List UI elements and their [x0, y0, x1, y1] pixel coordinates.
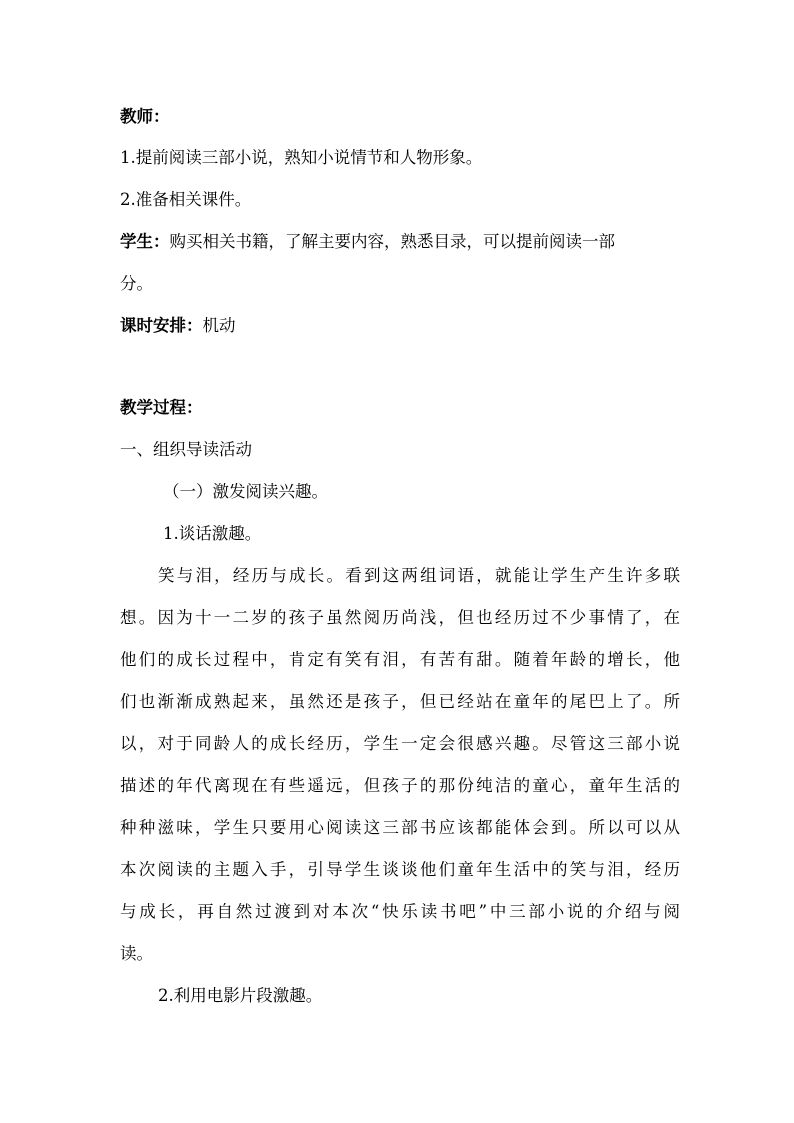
item-title-1: 1.谈话激趣。 — [163, 524, 262, 543]
paragraph-line: 笑与泪，经历与成长。看到这两组词语，就能让学生产生许多联 — [158, 566, 680, 585]
student-line-1 — [120, 232, 615, 252]
paragraph-line: 种种滋味，学生只要用心阅读这三部书应该都能体会到。所以可以从 — [120, 818, 680, 837]
schedule-heading: 课时安排： — [120, 316, 203, 335]
paragraph-line: 描述的年代离现在有些遥远，但孩子的那份纯洁的童心，童年生活的 — [120, 776, 680, 795]
schedule-line — [120, 316, 236, 336]
paragraph-line: 想。因为十一二岁的孩子虽然阅历尚浅，但也经历过不少事情了，在 — [120, 608, 680, 627]
section-title: 一、组织导读活动 — [120, 440, 252, 459]
schedule-value: 机动 — [202, 316, 236, 335]
paragraph-line: 与成长，再自然过渡到对本次“快乐读书吧”中三部小说的介绍与阅 — [120, 902, 680, 921]
student-line-2: 分。 — [120, 274, 153, 293]
item-title-2: 2.利用电影片段激趣。 — [158, 986, 323, 1005]
paragraph-line: 他们的成长过程中，肯定有笑有泪，有苦有甜。随着年龄的增长，他 — [120, 650, 680, 669]
subsection-title: （一）激发阅读兴趣。 — [163, 482, 328, 501]
student-text: 购买相关书籍，了解主要内容，熟悉目录，可以提前阅读一部 — [169, 232, 615, 251]
paragraph-line: 读。 — [120, 944, 153, 963]
teacher-heading: 教师： — [120, 107, 170, 126]
teacher-item-2: 2.准备相关课件。 — [120, 190, 252, 209]
student-heading: 学生： — [120, 232, 170, 251]
paragraph-line: 本次阅读的主题入手，引导学生谈谈他们童年生活中的笑与泪，经历 — [120, 860, 680, 879]
paragraph-line: 以，对于同龄人的成长经历，学生一定会很感兴趣。尽管这三部小说 — [120, 734, 680, 753]
paragraph-line: 们也渐渐成熟起来，虽然还是孩子，但已经站在童年的尾巴上了。所 — [120, 692, 680, 711]
process-heading: 教学过程： — [120, 398, 203, 417]
teacher-item-1: 1.提前阅读三部小说，熟知小说情节和人物形象。 — [120, 148, 483, 167]
